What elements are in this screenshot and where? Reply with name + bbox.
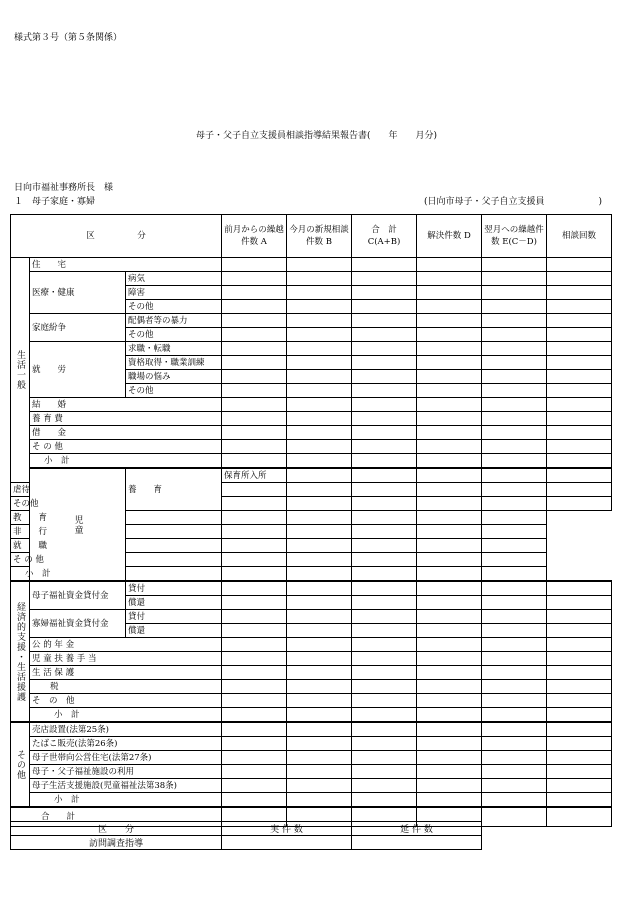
group-label: 児童 (30, 468, 126, 581)
visit-header-actual: 実 件 数 (222, 822, 352, 836)
subtotal-label: 小 計 (30, 708, 222, 723)
row-label: 寡婦福祉資金貸付金 (30, 610, 126, 638)
row-label: そ の 他 (30, 694, 222, 708)
header-row (11, 215, 612, 258)
visit-table (10, 821, 482, 850)
row-sublabel: 貸付 (126, 610, 222, 624)
addressee: 日向市福祉事務所長 様 (14, 183, 114, 193)
report-table (10, 214, 612, 827)
table-row (11, 567, 612, 582)
row-label: 税 (30, 680, 222, 694)
row-label: 生 活 保 護 (30, 666, 222, 680)
row-label: 公 的 年 金 (30, 638, 222, 652)
visit-header-category: 区 分 (11, 822, 222, 836)
row-sublabel: 病気 (126, 272, 222, 286)
row-label: 結 婚 (30, 398, 222, 412)
row-sublabel: 障害 (126, 286, 222, 300)
section-title: １ 母子家庭・寡婦 (14, 197, 96, 207)
table-row (11, 525, 612, 539)
row-label: 借 金 (30, 426, 222, 440)
row-sublabel: 償還 (126, 624, 222, 638)
visit-row-label: 訪問調査指導 (11, 836, 222, 850)
subtotal-label: 小 計 (30, 793, 222, 808)
row-sublabel: 求職・転職 (126, 342, 222, 356)
row-label: そ の 他 (30, 440, 222, 454)
table-row (11, 468, 612, 483)
table-row (11, 342, 612, 356)
group-label: 経済的支援・生活援護 (11, 581, 30, 722)
group-label: その他 (11, 722, 30, 807)
table-row (11, 793, 612, 808)
row-label: たばこ販売(法第26条) (30, 737, 222, 751)
row-sublabel: 虐待 (11, 483, 30, 497)
header-col-c: 合 計 C(A+B) (352, 215, 417, 258)
table-row (11, 440, 612, 454)
table-row (11, 680, 612, 694)
table-row (11, 454, 612, 469)
table-row (11, 722, 612, 737)
row-sublabel: 職場の悩み (126, 370, 222, 384)
row-sublabel: 配偶者等の暴力 (126, 314, 222, 328)
table-row (11, 553, 612, 567)
header-category: 区 分 (11, 215, 222, 258)
row-sublabel: 保育所入所 (222, 468, 287, 483)
row-sublabel: その他 (126, 328, 222, 342)
row-sublabel: その他 (11, 497, 30, 511)
row-label: 養 育 費 (30, 412, 222, 426)
row-label: 母子・父子福祉施設の利用 (30, 765, 222, 779)
table-row (11, 708, 612, 723)
row-label: 住 宅 (30, 258, 222, 272)
row-label: 就 職 (11, 539, 126, 553)
total-label: 合 計 (11, 807, 222, 827)
row-sublabel: その他 (126, 300, 222, 314)
form-number: 様式第３号（第５条関係） (14, 33, 123, 43)
row-label: 就 労 (30, 342, 126, 398)
table-row (11, 638, 612, 652)
row-label: 児 童 扶 養 手 当 (30, 652, 222, 666)
table-row (11, 779, 612, 793)
header-col-f: 相談回数 (547, 215, 612, 258)
table-row (11, 581, 612, 596)
header-col-b: 今月の新規相談件数 B (287, 215, 352, 258)
header-col-d: 解決件数 D (417, 215, 482, 258)
subtotal-label: 小 計 (11, 567, 126, 582)
table-row (11, 511, 612, 525)
row-sublabel: 資格取得・職業訓練 (126, 356, 222, 370)
table-row (11, 652, 612, 666)
table-row (11, 426, 612, 440)
row-label: 医療・健康 (30, 272, 126, 314)
table-row (11, 412, 612, 426)
subtotal-label: 小 計 (30, 454, 222, 469)
row-label: 養 育 (126, 468, 222, 511)
row-label: 母子世帯向公営住宅(法第27条) (30, 751, 222, 765)
row-sublabel: その他 (126, 384, 222, 398)
table-row (11, 751, 612, 765)
row-label: 教 育 (11, 511, 126, 525)
row-label: 母子生活支援施設(児童福祉法第38条) (30, 779, 222, 793)
reporter-line: (日向市母子・父子自立支援員 ) (424, 197, 603, 207)
row-label: 売店設置(法第25条) (30, 722, 222, 737)
table-row (11, 539, 612, 553)
header-col-e: 翌月への繰越件数 E(C－D) (482, 215, 547, 258)
visit-header-cumulative: 延 件 数 (352, 822, 482, 836)
group-label: 生活一般 (11, 258, 30, 483)
row-label: 母子福祉資金貸付金 (30, 581, 126, 610)
table-row (11, 272, 612, 286)
row-sublabel: 償還 (126, 596, 222, 610)
table-row (11, 610, 612, 624)
row-label: 家庭紛争 (30, 314, 126, 342)
row-sublabel: 貸付 (126, 581, 222, 596)
table-row (11, 258, 612, 272)
report-title: 母子・父子自立支援員相談指導結果報告書( 年 月分) (196, 131, 438, 141)
header-col-a: 前月からの繰越件数 A (222, 215, 287, 258)
table-row (11, 694, 612, 708)
table-row (11, 765, 612, 779)
table-row (11, 398, 612, 412)
table-row (11, 666, 612, 680)
row-label: そ の 他 (11, 553, 126, 567)
table-row (11, 314, 612, 328)
row-label: 非 行 (11, 525, 126, 539)
table-row (11, 737, 612, 751)
